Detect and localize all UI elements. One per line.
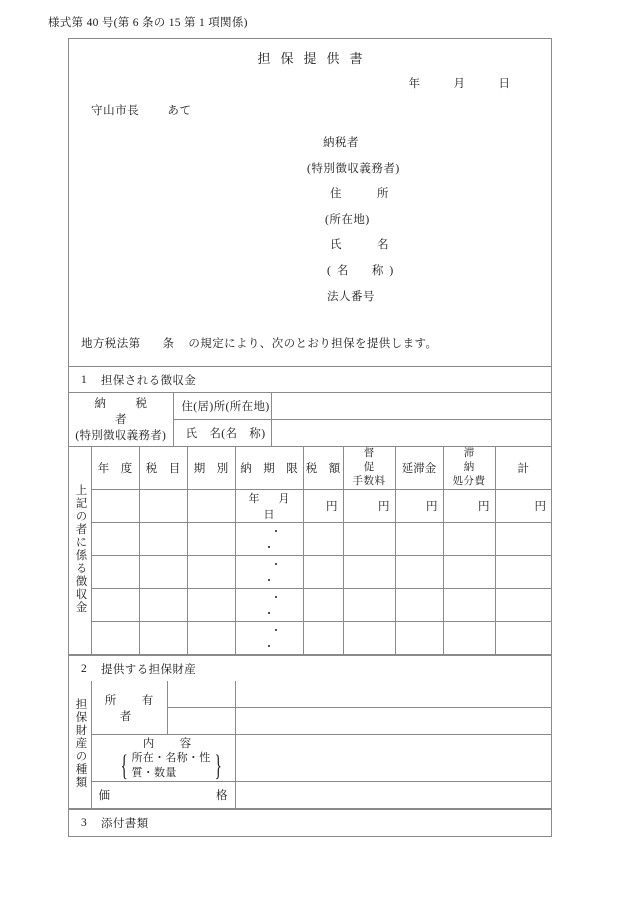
date-dot: ・ bbox=[263, 542, 275, 554]
address-value-cell[interactable] bbox=[271, 393, 551, 420]
date-dot: ・ bbox=[270, 526, 282, 538]
section2-number: 2 bbox=[81, 662, 88, 675]
cell-demandfee[interactable] bbox=[343, 556, 395, 589]
col-header-disposalcost-line1: 滞 納 bbox=[463, 448, 499, 473]
cell-delinquency[interactable] bbox=[395, 589, 443, 622]
duedate-month: 月 bbox=[278, 493, 290, 505]
addressee-line bbox=[91, 102, 192, 118]
col-header-disposalcost-line2: 処分費 bbox=[452, 476, 486, 487]
table-row bbox=[69, 393, 551, 420]
payer-label-line2: (特別徴収義務者) bbox=[75, 429, 167, 442]
owner-label-cell bbox=[91, 681, 179, 735]
price-label-left: 価 bbox=[98, 790, 110, 802]
cell-taxamount[interactable] bbox=[303, 556, 343, 589]
cell-demandfee[interactable] bbox=[343, 622, 395, 655]
section2-title: 提供する担保財産 bbox=[101, 663, 197, 676]
date-dot: ・ bbox=[263, 608, 275, 620]
col-header-total: 計 bbox=[495, 447, 551, 490]
side-label-cell bbox=[69, 447, 91, 655]
party-line-name: 氏 名 bbox=[330, 239, 401, 252]
price-label-right: 格 bbox=[216, 790, 228, 802]
cell-total[interactable] bbox=[495, 589, 551, 622]
owner-sub-cell-2[interactable] bbox=[167, 708, 235, 735]
col-header-demandfee-line2: 手数料 bbox=[352, 476, 386, 487]
date-line: 年 月 日 bbox=[408, 78, 521, 90]
party-line-special-collector: (特別徴収義務者) bbox=[307, 162, 400, 175]
table-row bbox=[69, 556, 551, 589]
col-header-term: 期 別 bbox=[187, 447, 235, 490]
col-header-delinquency: 延滞金 bbox=[395, 447, 443, 490]
side-label-text: 上記の者に係る徴収金 bbox=[74, 484, 87, 614]
owner-value-cell-1[interactable] bbox=[235, 681, 551, 708]
cell-term[interactable] bbox=[187, 523, 235, 556]
form-frame bbox=[68, 38, 552, 837]
duedate-day: 日 bbox=[263, 509, 275, 521]
table-row bbox=[69, 490, 551, 523]
addressee-suffix: あて bbox=[167, 105, 192, 117]
col-header-taxamount: 税 額 bbox=[303, 447, 343, 490]
cell-taxamount[interactable]: 円 bbox=[303, 490, 343, 523]
table-row bbox=[69, 589, 551, 622]
cell-term[interactable] bbox=[187, 556, 235, 589]
section1-heading bbox=[69, 366, 551, 392]
duedate-year: 年 bbox=[248, 493, 260, 505]
cell-duedate[interactable] bbox=[235, 622, 303, 655]
date-dot: ・ bbox=[263, 641, 275, 653]
section3-body[interactable] bbox=[69, 835, 551, 881]
table-row bbox=[69, 735, 551, 782]
cell-taxitem[interactable] bbox=[139, 556, 187, 589]
date-dot: ・ bbox=[263, 575, 275, 587]
price-value-cell[interactable] bbox=[235, 782, 551, 809]
cell-taxitem[interactable] bbox=[139, 490, 187, 523]
cell-term[interactable] bbox=[187, 589, 235, 622]
cell-disposalcost[interactable] bbox=[443, 622, 495, 655]
col-header-year: 年 度 bbox=[91, 447, 139, 490]
payer-label-cell bbox=[69, 393, 177, 447]
table-row bbox=[69, 523, 551, 556]
content-note-brace bbox=[117, 751, 225, 781]
owner-label-text: 所 有 者 bbox=[104, 694, 179, 723]
cell-total[interactable] bbox=[495, 556, 551, 589]
date-dot: ・ bbox=[270, 592, 282, 604]
cell-delinquency[interactable]: 円 bbox=[395, 490, 443, 523]
content-value-cell[interactable] bbox=[235, 735, 551, 782]
content-label-text: 内 容 bbox=[142, 738, 199, 750]
cell-year[interactable] bbox=[91, 490, 139, 523]
collateral-side-label-text: 担保財産の種類 bbox=[74, 697, 87, 789]
cell-year[interactable] bbox=[91, 589, 139, 622]
cell-year[interactable] bbox=[91, 556, 139, 589]
cell-demandfee[interactable] bbox=[343, 589, 395, 622]
cell-year[interactable] bbox=[91, 523, 139, 556]
cell-duedate[interactable] bbox=[235, 556, 303, 589]
party-line-taxpayer: 納税者 bbox=[323, 137, 359, 149]
section3-heading bbox=[69, 809, 551, 835]
collateral-property-table bbox=[69, 681, 551, 809]
payer-label-line1: 納 税 者 bbox=[94, 397, 177, 426]
col-header-demandfee bbox=[343, 447, 399, 490]
cell-disposalcost[interactable] bbox=[443, 589, 495, 622]
col-header-disposalcost bbox=[443, 447, 499, 490]
party-line-address: 住 所 bbox=[330, 188, 401, 201]
cell-total[interactable] bbox=[495, 622, 551, 655]
cell-taxamount[interactable] bbox=[303, 622, 343, 655]
cell-delinquency[interactable] bbox=[395, 622, 443, 655]
form-number: 様式第 40 号(第 6 条の 15 第 1 項関係) bbox=[48, 17, 248, 29]
col-header-taxitem: 税 目 bbox=[139, 447, 187, 490]
party-line-entity-name: (名 称) bbox=[327, 264, 400, 277]
document-title: 担保提供書 bbox=[257, 51, 373, 66]
price-label-cell bbox=[91, 782, 235, 809]
section3-number: 3 bbox=[81, 816, 88, 829]
section3-title: 添付書類 bbox=[101, 817, 149, 830]
name-label-cell: 氏 名(名 称) bbox=[173, 420, 271, 447]
table-row bbox=[69, 622, 551, 655]
statement-prefix: 地方税法第 bbox=[81, 338, 141, 350]
cell-duedate[interactable] bbox=[235, 490, 303, 523]
statement-line bbox=[81, 335, 437, 351]
cell-duedate[interactable] bbox=[235, 523, 303, 556]
date-dot: ・ bbox=[270, 559, 282, 571]
cell-taxitem[interactable] bbox=[139, 589, 187, 622]
cell-demandfee[interactable] bbox=[343, 523, 395, 556]
addressee-name: 守山市長 bbox=[91, 105, 140, 117]
cell-disposalcost[interactable] bbox=[443, 556, 495, 589]
cell-taxamount[interactable] bbox=[303, 523, 343, 556]
collection-money-table bbox=[69, 447, 551, 655]
header-block bbox=[69, 39, 551, 366]
cell-term[interactable] bbox=[187, 622, 235, 655]
table-header-row bbox=[69, 447, 551, 490]
cell-term[interactable] bbox=[187, 490, 235, 523]
cell-year[interactable] bbox=[91, 622, 139, 655]
taxpayer-table bbox=[69, 392, 551, 447]
date-dot: ・ bbox=[270, 625, 282, 637]
cell-taxitem[interactable] bbox=[139, 523, 187, 556]
col-header-duedate: 納 期 限 bbox=[235, 447, 303, 490]
cell-delinquency[interactable] bbox=[395, 523, 443, 556]
content-note-line1: 所在・名称・性 bbox=[131, 752, 211, 764]
section2-heading bbox=[69, 655, 551, 681]
statement-suffix: の規定により、次のとおり担保を提供します。 bbox=[188, 338, 438, 350]
cell-demandfee[interactable]: 円 bbox=[343, 490, 395, 523]
address-label-cell: 住(居)所(所在地) bbox=[173, 393, 271, 420]
name-value-cell[interactable] bbox=[271, 420, 551, 447]
brace-open: { bbox=[120, 749, 128, 782]
party-line-location: (所在地) bbox=[325, 213, 370, 226]
party-info-block bbox=[305, 131, 401, 310]
party-line-corporate-number: 法人番号 bbox=[327, 290, 375, 303]
cell-total[interactable] bbox=[495, 523, 551, 556]
col-header-demandfee-line1: 督 促 bbox=[363, 448, 399, 473]
cell-taxitem[interactable] bbox=[139, 622, 187, 655]
table-row bbox=[69, 681, 551, 708]
section1-number: 1 bbox=[81, 373, 88, 386]
section1-title: 担保される徴収金 bbox=[101, 374, 197, 387]
owner-value-cell-2[interactable] bbox=[235, 708, 551, 735]
cell-disposalcost[interactable]: 円 bbox=[443, 490, 495, 523]
collateral-side-label-cell bbox=[69, 681, 91, 809]
statement-article: 条 bbox=[162, 338, 175, 350]
cell-delinquency[interactable] bbox=[395, 556, 443, 589]
table-row bbox=[69, 782, 551, 809]
content-label-cell bbox=[91, 735, 235, 782]
cell-disposalcost[interactable] bbox=[443, 523, 495, 556]
cell-total[interactable]: 円 bbox=[495, 490, 551, 523]
content-note-line2: 質・数量 bbox=[131, 767, 177, 779]
brace-close: } bbox=[214, 749, 222, 782]
cell-duedate[interactable] bbox=[235, 589, 303, 622]
cell-taxamount[interactable] bbox=[303, 589, 343, 622]
